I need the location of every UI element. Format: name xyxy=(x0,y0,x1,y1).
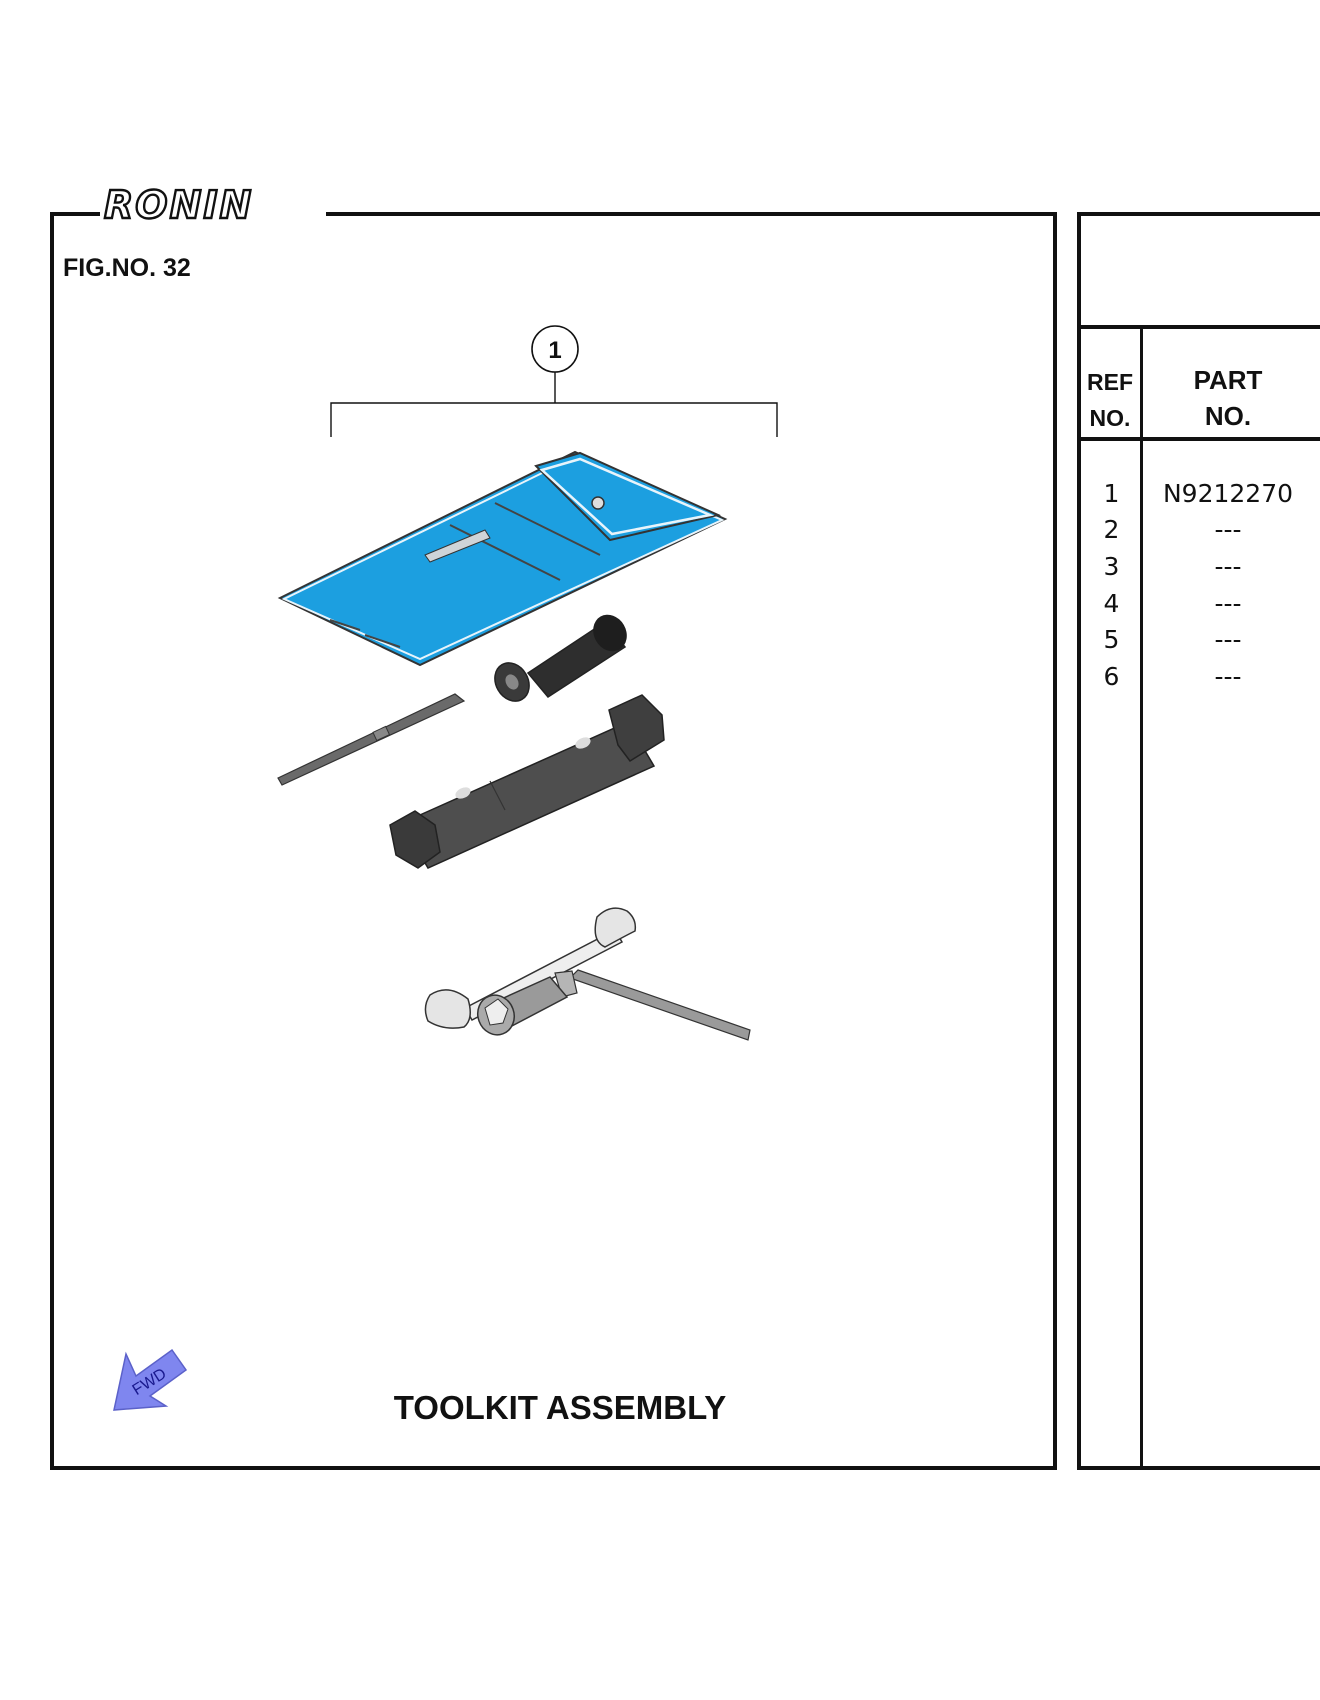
fwd-label: FWD xyxy=(129,1365,170,1400)
table-row xyxy=(1080,658,1320,695)
screwdriver-handle xyxy=(488,609,633,708)
screwdriver-bit xyxy=(278,694,464,785)
ref-cell: 5 xyxy=(1103,625,1120,655)
callout-1 xyxy=(331,326,777,437)
parts-table-body xyxy=(1080,475,1320,695)
table-row xyxy=(1080,621,1320,658)
ref-cell: 3 xyxy=(1103,551,1120,581)
ref-cell: 1 xyxy=(1103,478,1120,508)
ref-no-header: REF NO. xyxy=(1087,369,1133,431)
part-no-cell: --- xyxy=(1214,625,1242,655)
table-row xyxy=(1080,548,1320,585)
ronin-logo xyxy=(100,180,320,228)
figure-number: FIG.NO. 32 xyxy=(63,254,191,282)
logo-text: RONIN xyxy=(104,183,254,227)
ref-cell: 6 xyxy=(1103,661,1120,691)
spark-plug-wrench xyxy=(472,970,750,1040)
tool-pouch xyxy=(280,452,725,665)
box-spanner xyxy=(390,695,664,868)
ref-cell: 2 xyxy=(1103,515,1120,545)
assembly-title: TOOLKIT ASSEMBLY xyxy=(393,1389,727,1426)
table-row xyxy=(1080,585,1320,622)
table-row xyxy=(1080,475,1320,512)
table-header-top-rule xyxy=(1077,325,1320,329)
part-no-cell: --- xyxy=(1214,515,1242,545)
table-row xyxy=(1080,512,1320,549)
part-no-cell: --- xyxy=(1214,588,1242,618)
part-no-cell: --- xyxy=(1214,661,1242,691)
callout-number: 1 xyxy=(548,337,562,364)
part-no-cell: N9212270 xyxy=(1162,478,1294,508)
ref-cell: 4 xyxy=(1103,588,1120,618)
toolkit-drawing xyxy=(270,325,830,1155)
part-no-header: PART NO. xyxy=(1193,365,1263,431)
part-no-cell: --- xyxy=(1214,551,1242,581)
table-header-bottom-rule xyxy=(1077,437,1320,441)
